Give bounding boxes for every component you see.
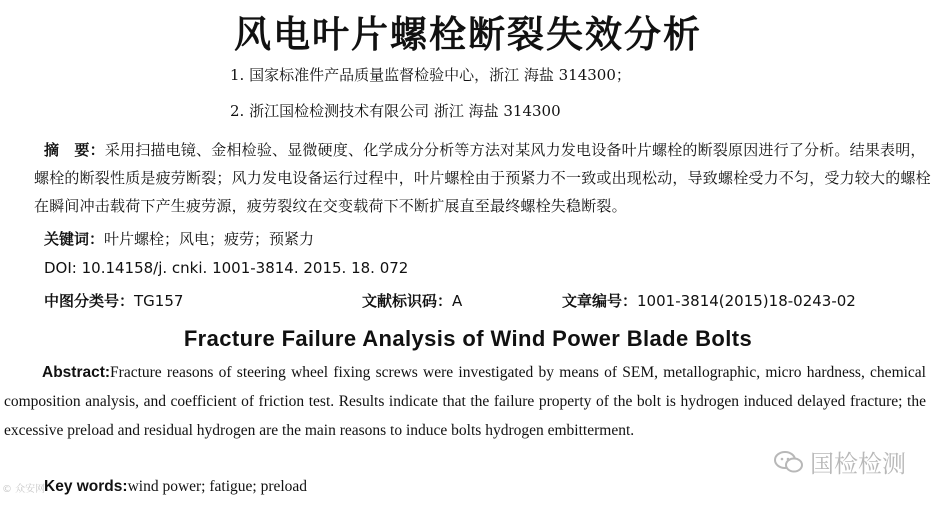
classification-label: 中图分类号： bbox=[44, 292, 135, 310]
watermark-small: © 众安网 bbox=[2, 484, 46, 495]
abstract-cn-label: 摘 要： bbox=[44, 141, 105, 159]
document-code bbox=[362, 290, 462, 311]
keywords-en-label: Key words: bbox=[44, 478, 128, 495]
article-number-value: 1001-3814(2015)18-0243-02 bbox=[637, 292, 856, 310]
doi: DOI: 10.14158/j. cnki. 1001-3814. 2015. 18. 072 bbox=[44, 259, 409, 277]
abstract-en bbox=[4, 358, 926, 445]
classification-value: TG157 bbox=[134, 292, 184, 310]
document-code-label: 文献标识码： bbox=[362, 292, 453, 310]
affiliation-2: 2. 浙江国检检测技术有限公司 浙江 海盐 314300 bbox=[230, 102, 561, 120]
document-code-value: A bbox=[452, 292, 463, 310]
affiliation-1: 1. 国家标准件产品质量监督检验中心，浙江 海盐 314300； bbox=[230, 66, 631, 84]
keywords-en bbox=[44, 478, 307, 496]
abstract-en-label: Abstract: bbox=[42, 364, 111, 381]
keywords-cn-label: 关键词： bbox=[44, 230, 105, 248]
paper-title-cn: 风电叶片螺栓断裂失效分析 bbox=[234, 13, 702, 56]
watermark bbox=[774, 444, 906, 479]
classification-number bbox=[44, 290, 183, 311]
abstract-cn bbox=[34, 136, 932, 220]
keywords-cn bbox=[44, 228, 314, 249]
article-number bbox=[562, 290, 856, 311]
abstract-en-text: Fracture reasons of steering wheel fixing screws were investigated by means of SEM, metallographic, micro hardness, chemical composition analysis, and coefficient of friction test. Results indicate that the failure property of the bolt is hydrogen induced delayed fracture; the excessive preload and residual hydrogen are the main reasons to induce bolts hydrogen embitterment. bbox=[4, 364, 926, 439]
paper-title-en: Fracture Failure Analysis of Wind Power Blade Bolts bbox=[183, 326, 753, 351]
watermark-text: 国检检测 bbox=[810, 450, 906, 478]
keywords-cn-text: 叶片螺栓；风电；疲劳；预紧力 bbox=[104, 230, 315, 248]
keywords-en-text: wind power; fatigue; preload bbox=[127, 478, 308, 495]
article-number-label: 文章编号： bbox=[562, 292, 638, 310]
wechat-icon bbox=[774, 450, 804, 474]
abstract-cn-text: 采用扫描电镜、金相检验、显微硬度、化学成分分析等方法对某风力发电设备叶片螺栓的断裂原因进行了分析。结果表明，螺栓的断裂性质是疲劳断裂；风力发电设备运行过程中，叶片螺栓由于预紧力不一致或出现松动，导致螺栓受力不匀，受力较大的螺栓在瞬间冲击载荷下产生疲劳源，疲劳裂纹在交变载荷下不断扩展直至最终螺栓失稳断裂。 bbox=[34, 141, 931, 215]
